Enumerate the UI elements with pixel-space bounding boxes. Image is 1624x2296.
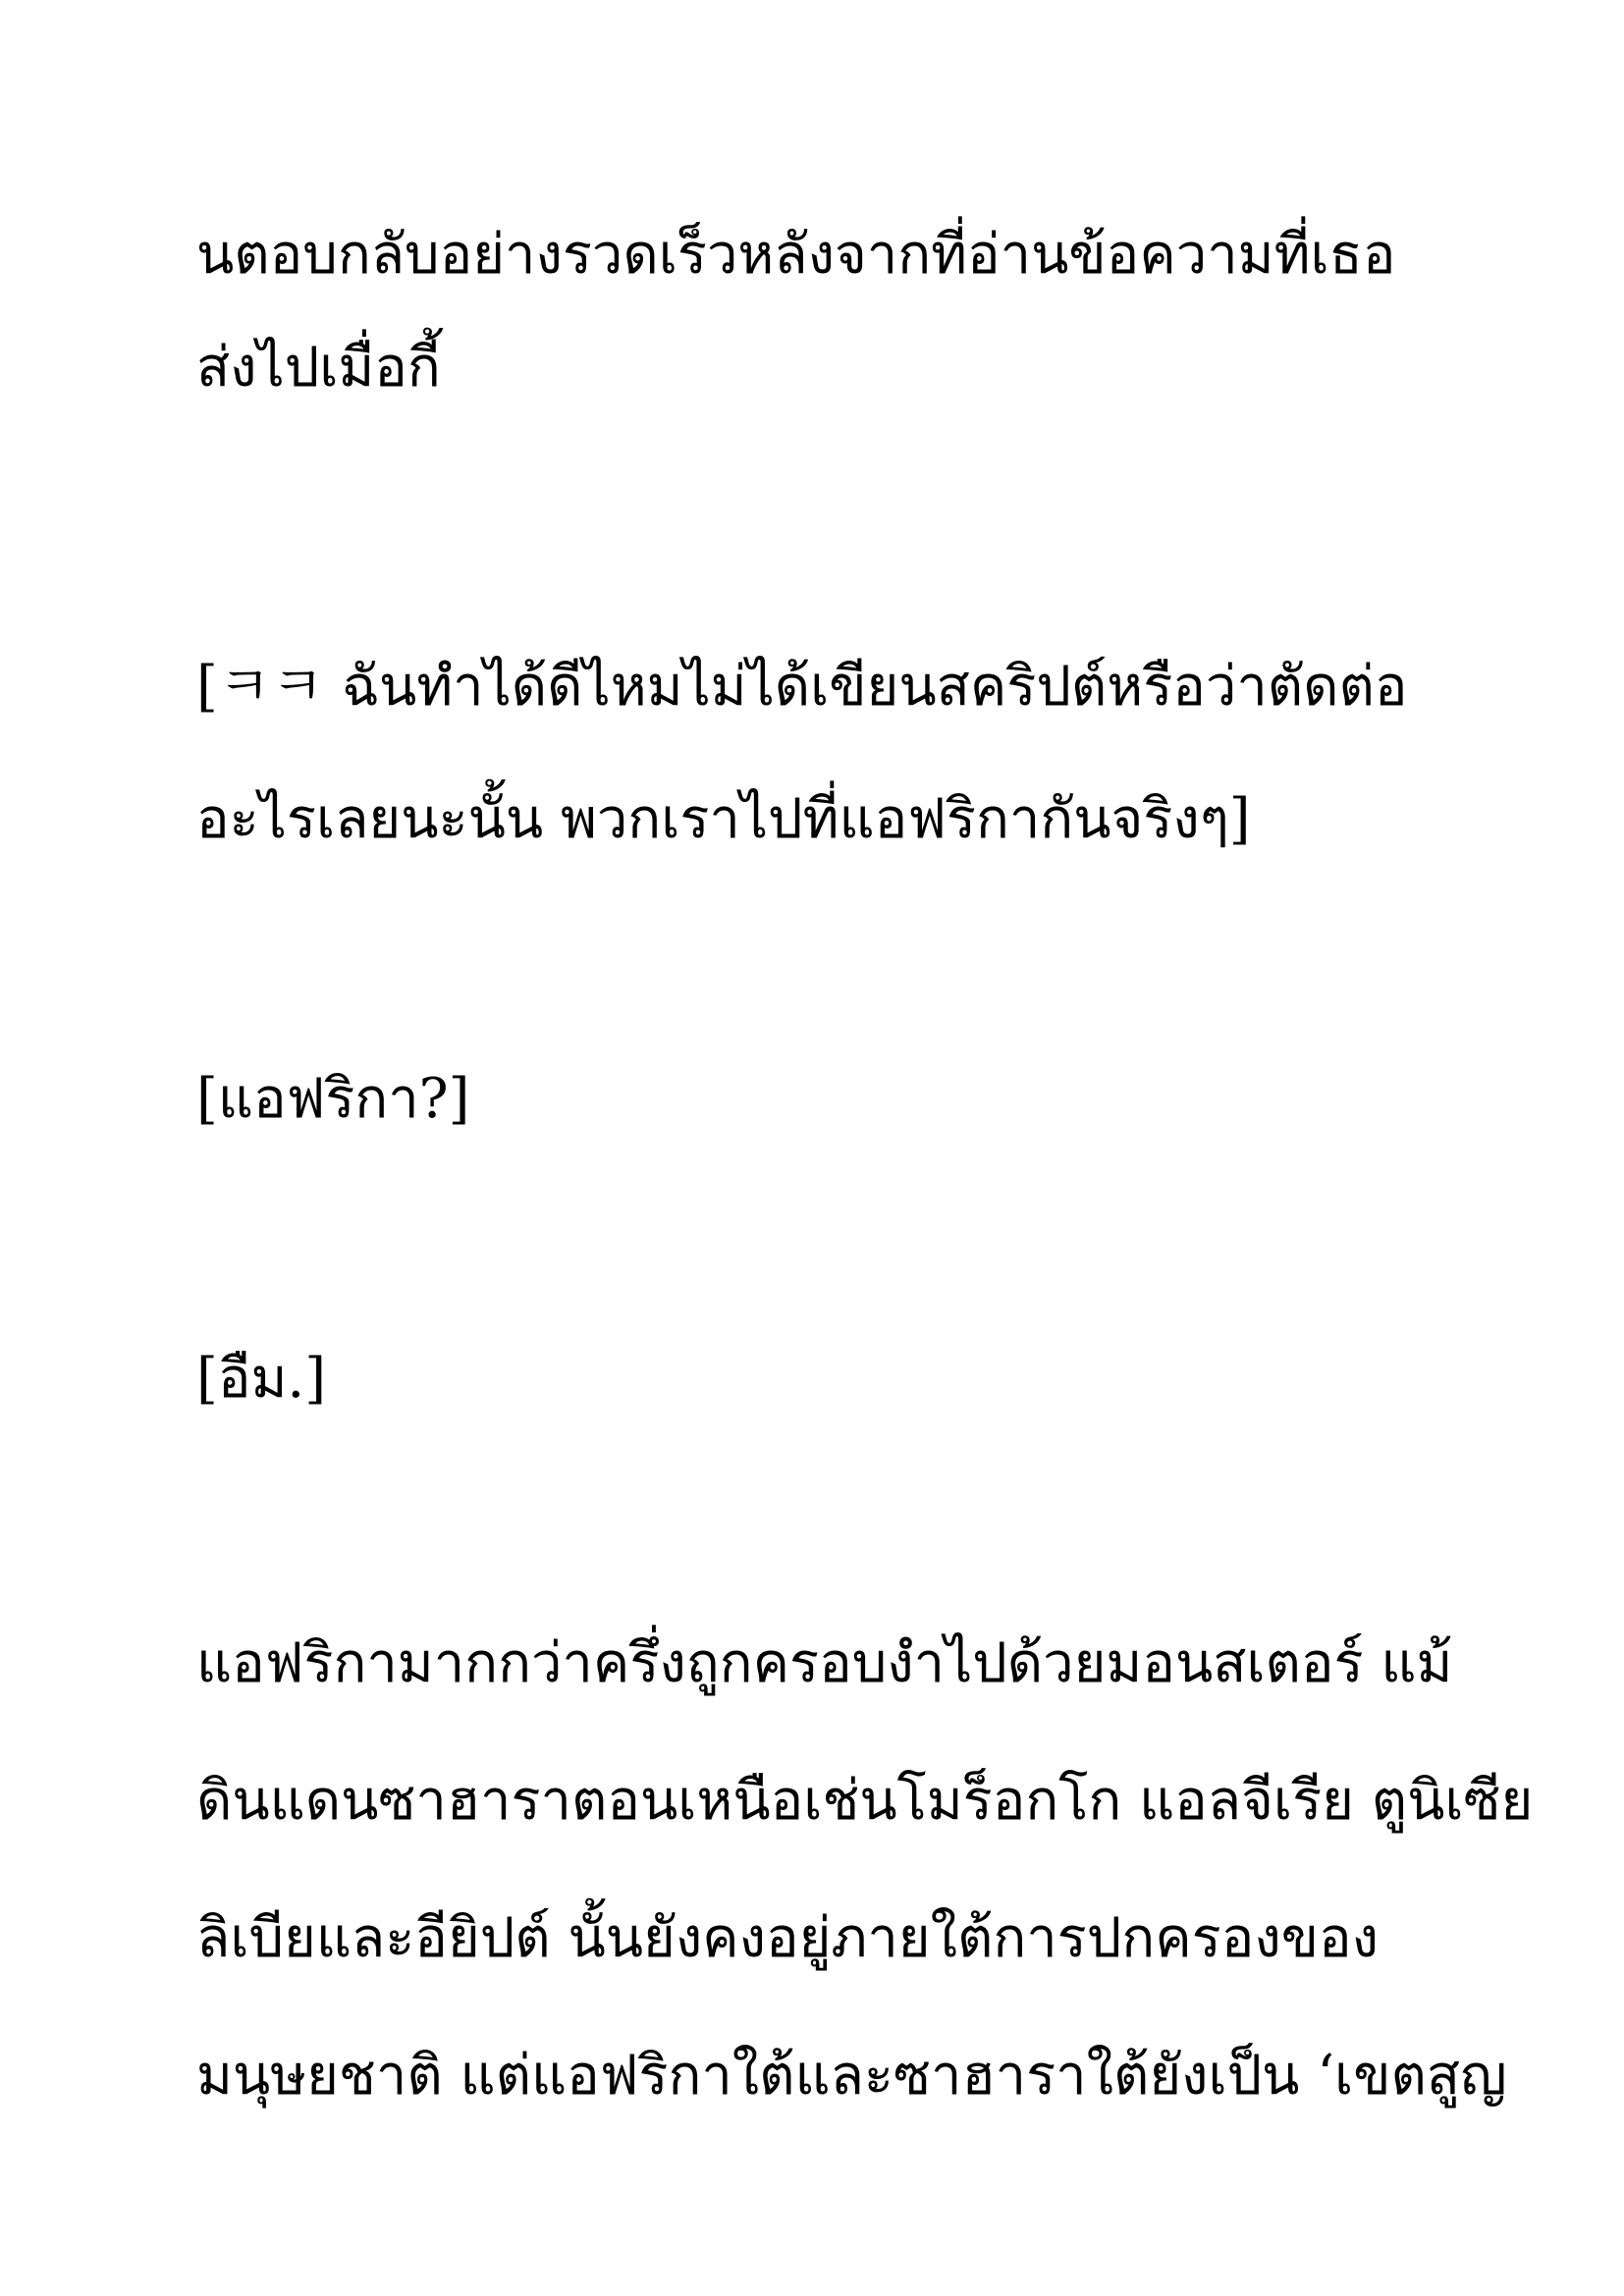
text-line: [แอฟริกา?] — [196, 1067, 470, 1131]
text-line: แอฟริกามากกว่าครึ่งถูกครอบงำไปด้วยมอนสเตอร์ แม้ — [196, 1631, 1453, 1695]
text-line: อะไรเลยนะนั้น พวกเราไปที่แอฟริกากันจริงๆ] — [196, 787, 1251, 851]
text-line: ดินแดนซาฮาราตอนเหนือเช่นโมร็อกโก แอลจีเรีย ตูนิเซีย — [196, 1769, 1534, 1833]
text-line: มนุษยชาติ แต่แอฟริกาใต้และซาฮาราใต้ยังเป็น ‘เขตสูญ — [196, 2044, 1507, 2108]
text-line: ลิเบียและอียิปต์ นั้นยังคงอยู่ภายใต้การปกครองของ — [196, 1906, 1379, 1970]
text-line: [ㅋㅋ ฉันทำได้ดีไหมไม่ได้เขียนสคริปต์หรือว่าตัดต่อ — [196, 655, 1408, 719]
text-line: ส่งไปเมื่อกี้ — [196, 336, 441, 400]
text-line: นตอบกลับอย่างรวดเร็วหลังจากที่อ่านข้อความที่เธอ — [196, 223, 1396, 287]
text-line: [อืม.] — [196, 1347, 327, 1411]
